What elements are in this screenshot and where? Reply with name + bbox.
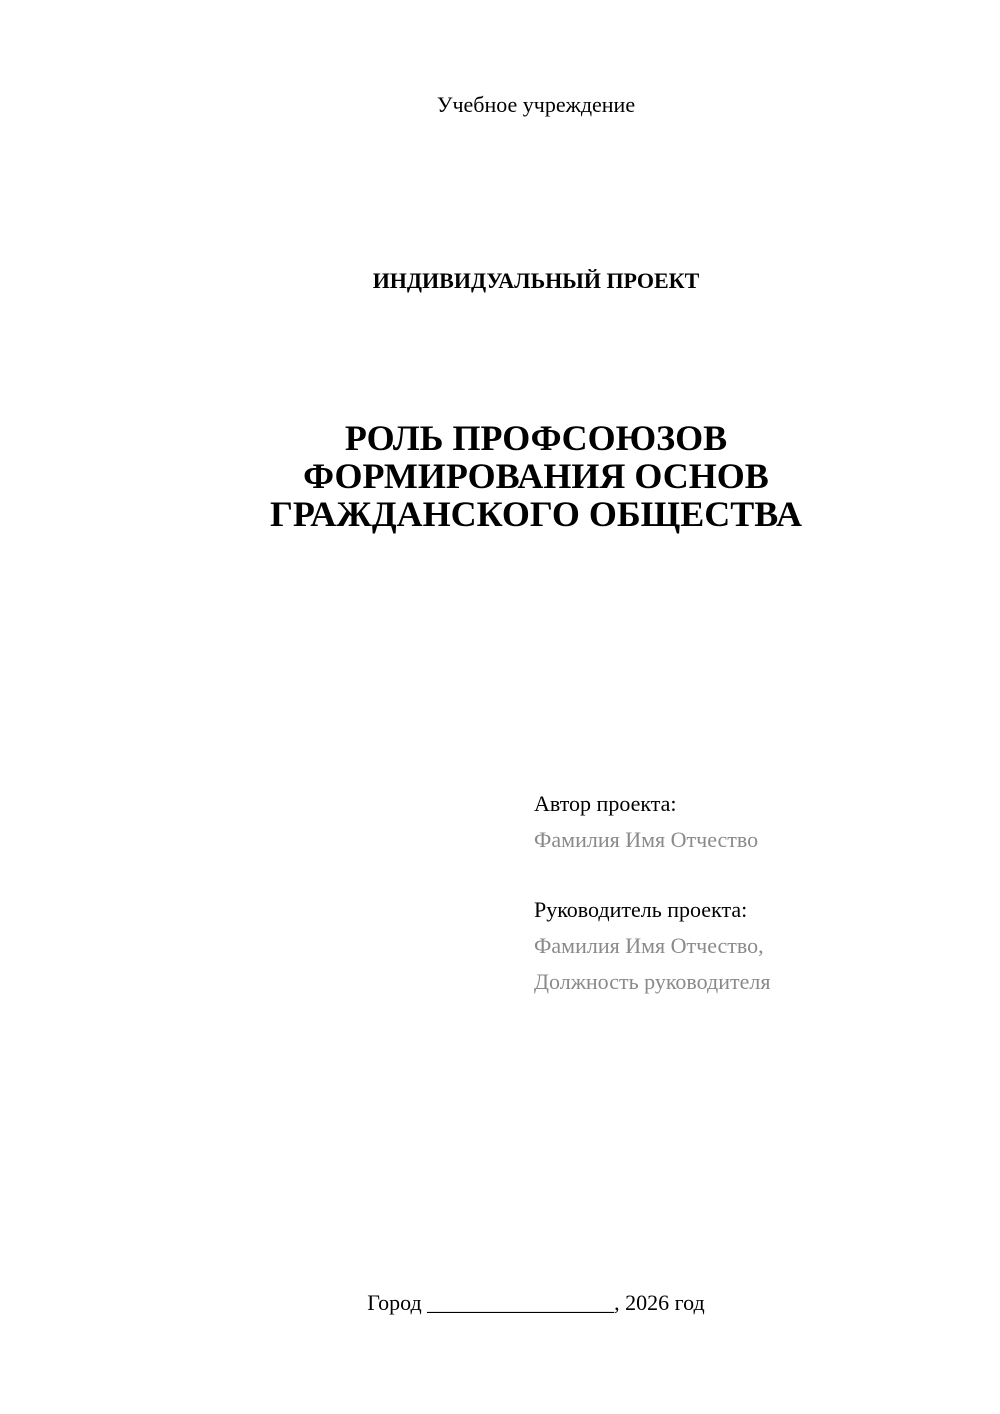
- institution-name: Учебное учреждение: [436, 92, 636, 117]
- supervisor-label: Руководитель проекта:: [534, 897, 748, 922]
- project-title: [0, 419, 1000, 533]
- author-block: [534, 786, 758, 858]
- project-title-line: ФОРМИРОВАНИЯ ОСНОВ: [303, 456, 769, 496]
- author-label: Автор проекта:: [534, 791, 677, 816]
- author-name: Фамилия Имя Отчество: [534, 827, 759, 852]
- document-type: ИНДИВИДУАЛЬНЫЙ ПРОЕКТ: [372, 268, 700, 293]
- supervisor-name: Фамилия Имя Отчество,: [534, 933, 764, 958]
- supervisor-block: [534, 892, 770, 1000]
- city-year-line: Город _________________, 2026 год: [367, 1290, 705, 1315]
- supervisor-position: Должность руководителя: [534, 969, 771, 994]
- project-title-line: РОЛЬ ПРОФСОЮЗОВ: [344, 418, 728, 458]
- project-title-line: ГРАЖДАНСКОГО ОБЩЕСТВА: [270, 494, 802, 534]
